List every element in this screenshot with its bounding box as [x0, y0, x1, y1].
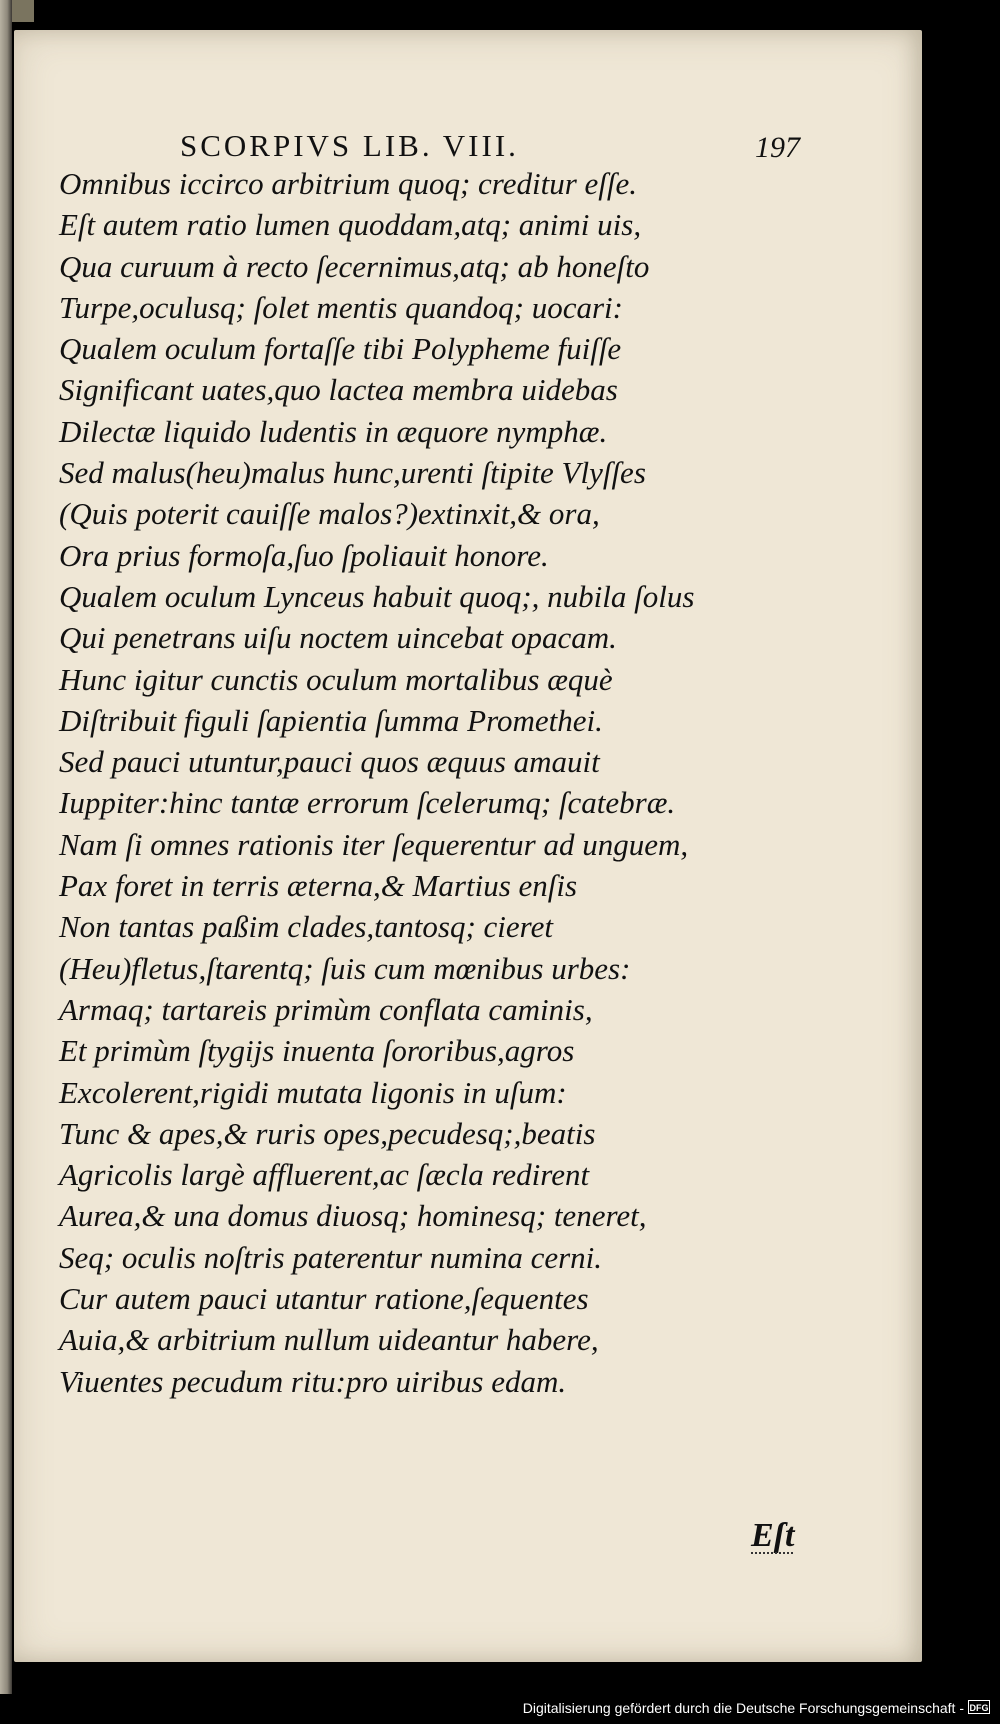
digitization-footer [0, 1694, 1000, 1724]
catchword-dots [751, 1552, 793, 1558]
verse-line: Armaq; tartareis primùm conflata caminis, [59, 991, 593, 1027]
dfg-logo: DFG [968, 1700, 990, 1714]
verse-line: Turpe,oculusq; ſolet mentis quandoq; uocari: [59, 289, 623, 325]
verse-line: Eſt autem ratio lumen quoddam,atq; animi uis, [59, 207, 642, 243]
verse-line: Omnibus iccirco arbitrium quoq; creditur eſſe. [59, 166, 638, 201]
verse-line: Sed malus(heu)malus hunc,urenti ſtipite Vlyſſes [59, 455, 646, 491]
verse-line: Viuentes pecudum ritu:pro uiribus edam. [59, 1363, 567, 1399]
running-head [180, 124, 800, 168]
spine-corner [12, 0, 34, 22]
running-title: SCORPIVS LIB. VIII. [180, 128, 519, 163]
book-edge [0, 0, 12, 1724]
verse-line: Tunc & apes,& ruris opes,pecudesq;,beatis [59, 1115, 596, 1151]
verse-line: Qui penetrans uiſu noctem uincebat opacam. [59, 620, 617, 656]
verse-line: Excolerent,rigidi mutata ligonis in uſum: [59, 1074, 567, 1110]
verse-line: Qualem oculum fortaſſe tibi Polypheme fuiſſe [59, 331, 622, 367]
verse-line: Et primùm ſtygijs inuenta ſororibus,agros [59, 1033, 575, 1069]
verse-line: Qualem oculum Lynceus habuit quoq;, nubila ſolus [59, 578, 695, 614]
verse-line: Iuppiter:hinc tantæ errorum ſcelerumq; ſcatebræ. [59, 785, 676, 821]
verse-line: Seq; oculis noſtris paterentur numina cerni. [59, 1239, 603, 1275]
verse-line: Dilectæ liquido ludentis in æquore nymphæ. [59, 413, 608, 449]
footer-credit: Digitalisierung gefördert durch die Deutsche Forschungsgemeinschaft - [522, 1700, 964, 1716]
verse-line: Aurea,& una domus diuosq; hominesq; teneret, [59, 1198, 647, 1234]
page-number: 197 [755, 131, 800, 164]
verse-line: Sed pauci utuntur,pauci quos æquus amauit [59, 744, 600, 780]
verse-line: Non tantas paßim clades,tantosq; cieret [59, 909, 553, 945]
verse-line: Cur autem pauci utantur ratione,ſequentes [59, 1281, 589, 1317]
verse-line: Significant uates,quo lactea membra uidebas [59, 372, 618, 408]
verse-line: Nam ſi omnes rationis iter ſequerentur ad unguem, [59, 826, 689, 862]
page-content [14, 30, 922, 1662]
catchword: Eſt [751, 1517, 795, 1554]
verse-line: Hunc igitur cunctis oculum mortalibus æquè [59, 661, 613, 697]
verse-line: Qua curuum à recto ſecernimus,atq; ab honeſto [59, 248, 650, 284]
verse-line: Ora prius formoſa,ſuo ſpoliauit honore. [59, 537, 549, 573]
verse-block [59, 163, 759, 1402]
verse-line: (Heu)fletus,ſtarentq; ſuis cum mœnibus urbes: [59, 950, 631, 986]
verse-line: Pax foret in terris æterna,& Martius enſis [59, 868, 578, 904]
book-page [14, 30, 922, 1662]
verse-line: Auia,& arbitrium nullum uideantur habere, [59, 1322, 599, 1358]
verse-line: Diſtribuit figuli ſapientia ſumma Promethei. [59, 702, 603, 738]
verse-line: (Quis poterit cauiſſe malos?)extinxit,& ora, [59, 496, 600, 532]
verse-line: Agricolis largè affluerent,ac ſæcla redirent [59, 1157, 590, 1193]
